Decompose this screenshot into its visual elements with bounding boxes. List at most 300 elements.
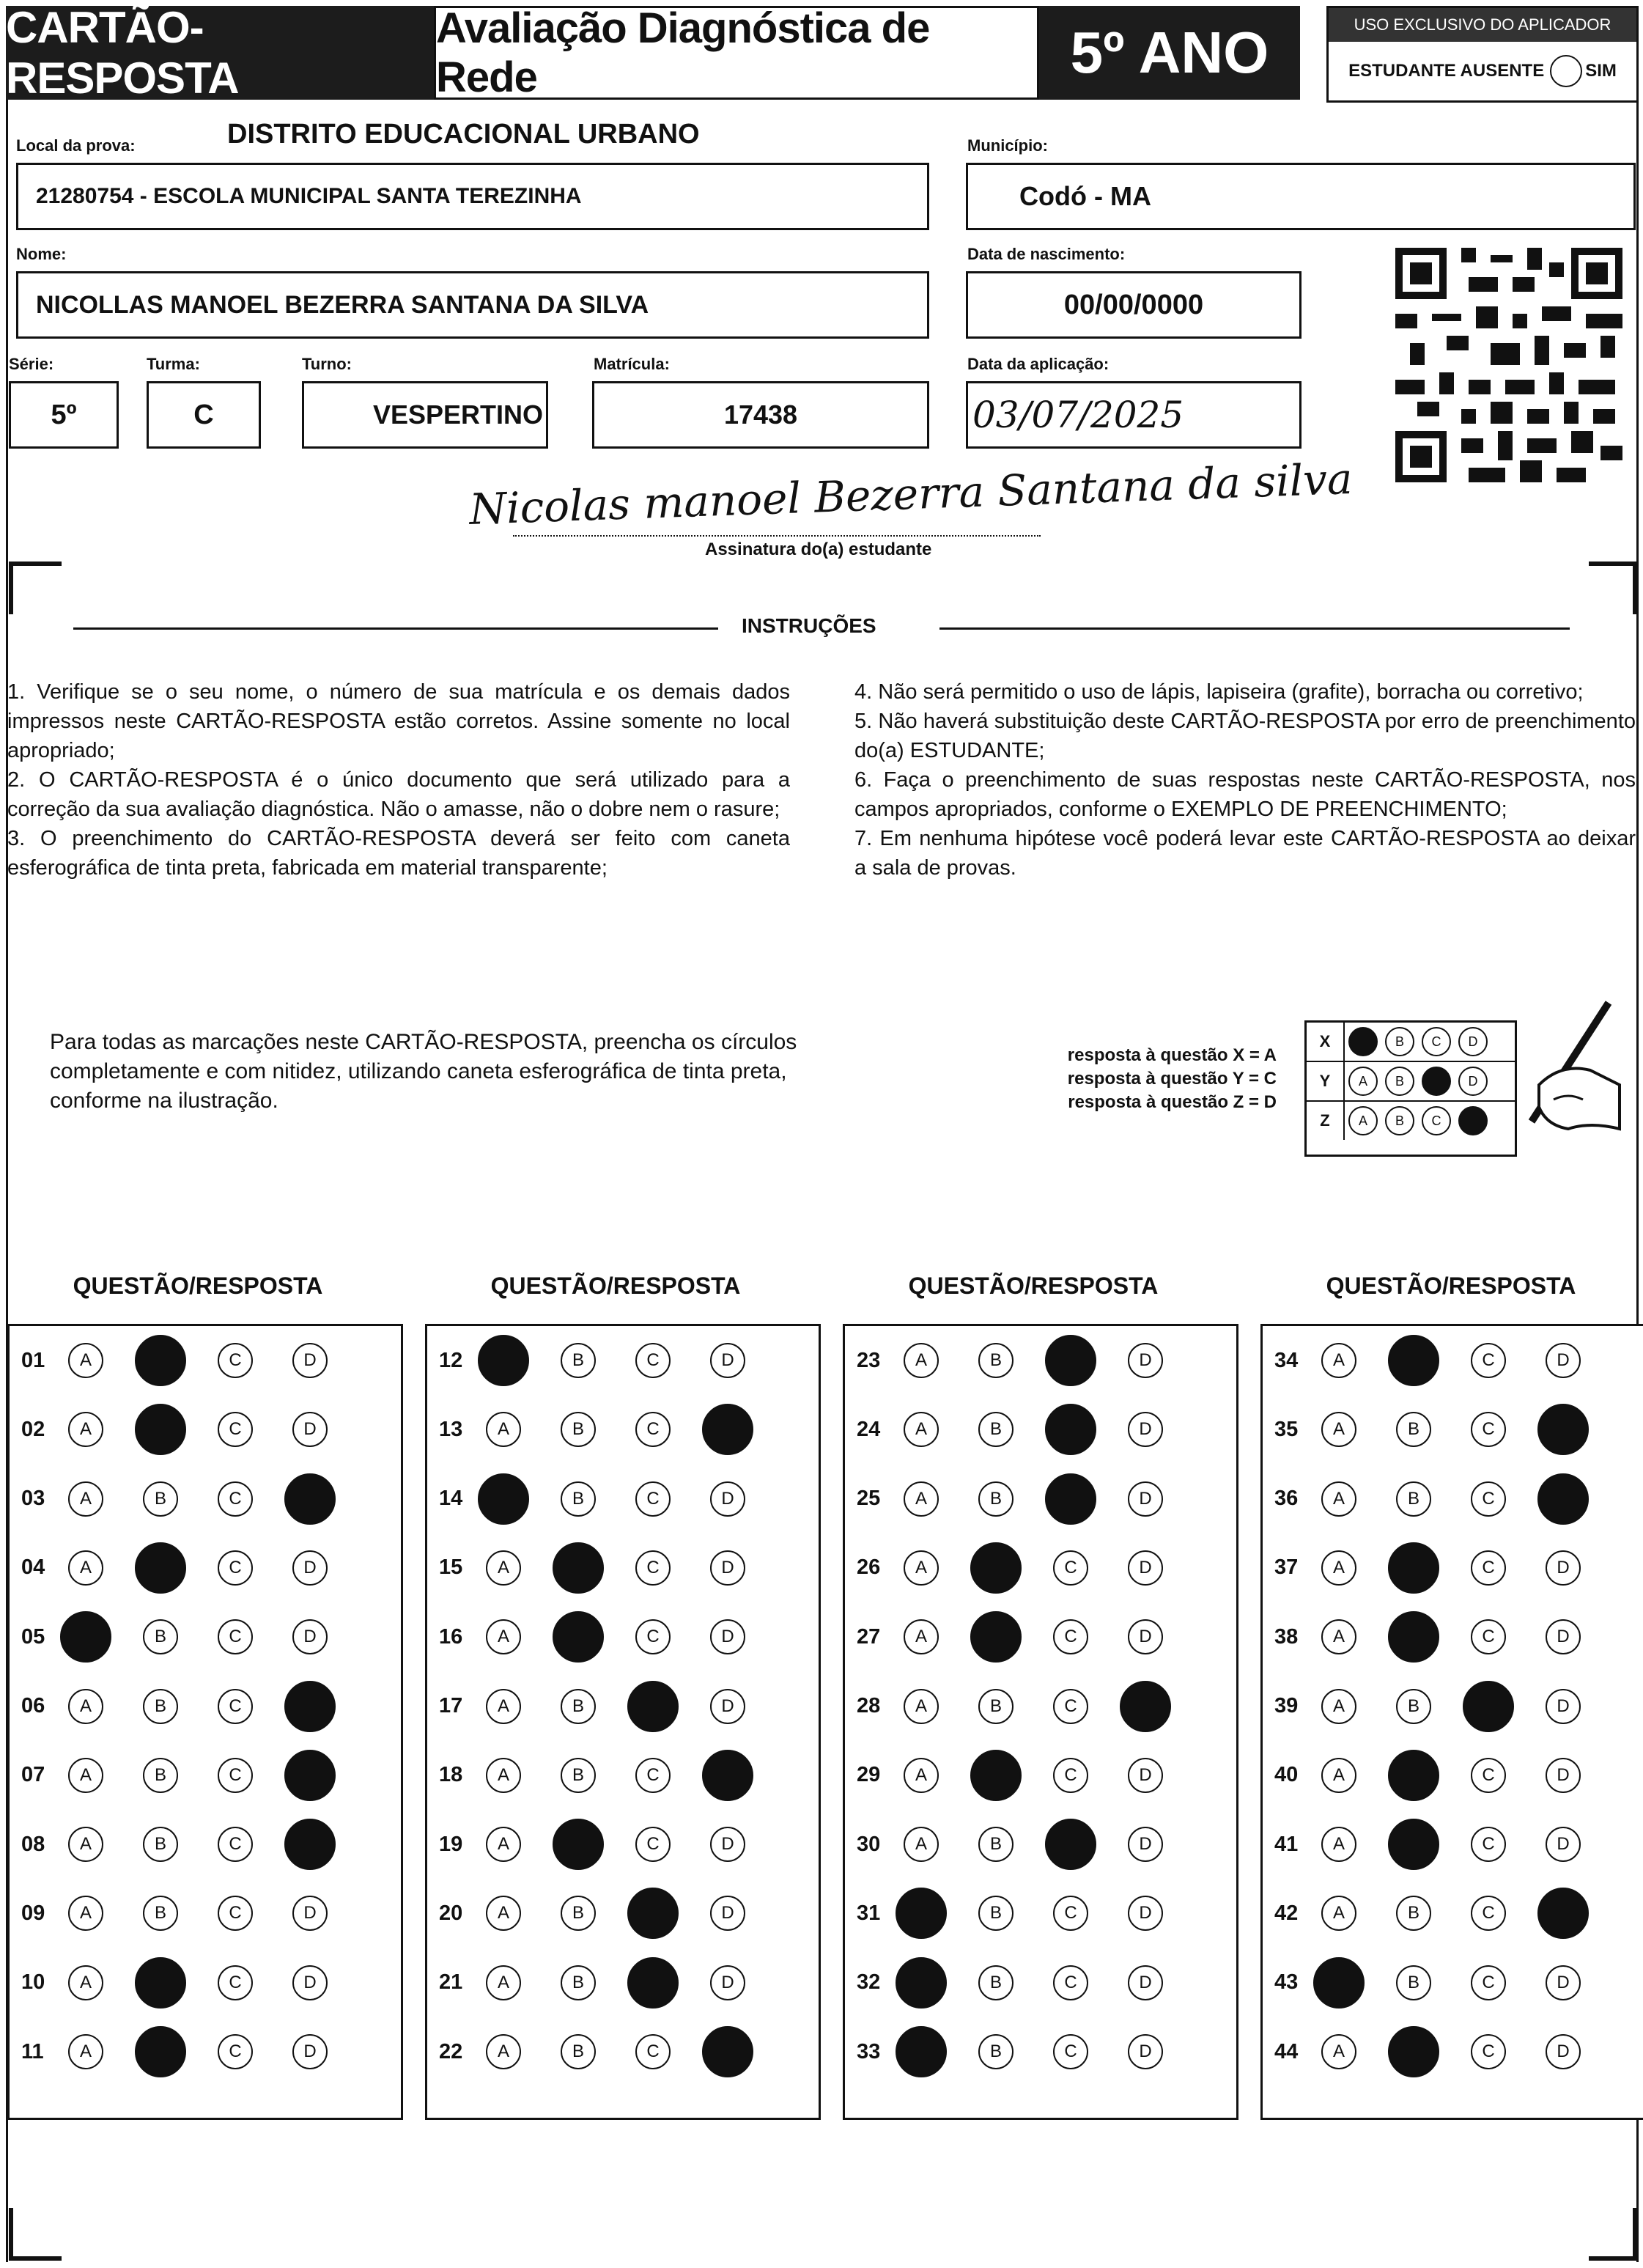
answer-bubble-filled[interactable] — [1463, 1681, 1514, 1732]
answer-bubble[interactable]: C — [218, 1896, 253, 1931]
example-row-label: X — [1307, 1023, 1345, 1061]
answer-bubble[interactable]: B — [978, 1689, 1014, 1724]
answer-bubble-filled[interactable] — [478, 1473, 529, 1525]
application-date-field: 03/07/2025 — [966, 381, 1302, 449]
question-row — [845, 1741, 1236, 1810]
question-number: 38 — [1274, 1624, 1299, 1649]
answer-bubble[interactable]: C — [635, 1827, 671, 1862]
answer-bubble[interactable]: C — [218, 1481, 253, 1517]
answer-bubble[interactable]: B — [1396, 1481, 1431, 1517]
example-line-y: resposta à questão Y = C — [1067, 1069, 1277, 1089]
question-number: 24 — [857, 1417, 881, 1441]
answer-bubble[interactable]: B — [561, 1758, 596, 1793]
answer-bubble[interactable]: A — [1321, 1827, 1356, 1862]
answer-bubble-filled[interactable] — [1388, 1335, 1439, 1386]
answer-bubble[interactable]: D — [1128, 1550, 1163, 1586]
answer-column-3 — [843, 1324, 1238, 2120]
turma-label: Turma: — [147, 355, 200, 373]
question-row — [845, 2017, 1236, 2086]
answer-bubble-filled[interactable] — [702, 1404, 753, 1455]
answer-bubble-filled[interactable] — [284, 1681, 336, 1732]
answer-bubble[interactable]: A — [68, 1896, 103, 1931]
answer-bubble[interactable]: A — [68, 1343, 103, 1378]
answer-bubble[interactable]: D — [710, 1550, 745, 1586]
answer-bubble[interactable]: A — [68, 1412, 103, 1447]
answer-bubble-filled[interactable] — [627, 1888, 679, 1939]
answer-bubble[interactable]: C — [1471, 1965, 1506, 2000]
answer-bubble[interactable]: C — [1053, 1758, 1088, 1793]
question-row — [10, 1672, 401, 1741]
answer-bubble-filled[interactable] — [135, 1542, 186, 1594]
instruction-4: 4. Não será permitido o uso de lápis, lapiseira (grafite), borracha ou corretivo; — [854, 680, 1584, 704]
example-row-x — [1307, 1023, 1515, 1062]
card-title: CARTÃO-RESPOSTA — [6, 6, 434, 100]
answer-bubble[interactable]: D — [1128, 2034, 1163, 2069]
answer-bubble[interactable]: B — [1396, 1965, 1431, 2000]
question-row — [845, 1672, 1236, 1741]
answer-bubble[interactable]: A — [486, 1758, 521, 1793]
answer-bubble[interactable]: B — [561, 1412, 596, 1447]
question-row — [845, 1948, 1236, 2017]
grade-label: 5º ANO — [1039, 6, 1300, 100]
answer-bubble[interactable]: C — [1471, 1619, 1506, 1654]
fill-instruction-note: Para todas as marcações neste CARTÃO-RESPOSTA, preencha os círculos completamente e com nitidez, utilizando caneta esferográfica de tinta preta, conforme na ilustração. — [50, 1030, 797, 1113]
answer-bubble[interactable]: B — [143, 1896, 178, 1931]
answer-bubble[interactable]: D — [292, 2034, 328, 2069]
question-number: 36 — [1274, 1487, 1299, 1511]
answer-bubble[interactable]: D — [710, 1965, 745, 2000]
answer-bubble[interactable]: D — [292, 1619, 328, 1654]
answer-bubble-filled[interactable] — [553, 1542, 604, 1594]
answer-bubble[interactable]: A — [904, 1343, 939, 1378]
answer-bubble[interactable]: D — [292, 1965, 328, 2000]
answer-bubble-filled[interactable] — [1388, 1611, 1439, 1663]
question-number: 27 — [857, 1624, 881, 1649]
answer-bubble[interactable]: D — [710, 1689, 745, 1724]
answer-bubble[interactable]: B — [561, 1481, 596, 1517]
question-row — [1263, 1395, 1643, 1464]
answer-bubble-filled[interactable] — [1045, 1473, 1096, 1525]
question-number: 31 — [857, 1901, 881, 1925]
answer-bubble[interactable]: C — [218, 2034, 253, 2069]
answer-bubble[interactable]: D — [1546, 2034, 1581, 2069]
answer-bubble-filled[interactable] — [1045, 1404, 1096, 1455]
question-row — [427, 1810, 819, 1879]
question-row — [10, 1602, 401, 1671]
answer-bubble[interactable]: C — [1471, 1827, 1506, 1862]
answer-bubble[interactable]: D — [292, 1896, 328, 1931]
answer-bubble[interactable]: A — [68, 1827, 103, 1862]
question-row — [10, 1465, 401, 1534]
answer-bubble[interactable]: D — [710, 1619, 745, 1654]
example-option: C — [1422, 1106, 1451, 1135]
question-row — [427, 1326, 819, 1395]
question-row — [427, 2017, 819, 2086]
question-row — [10, 1534, 401, 1602]
question-number: 10 — [21, 1970, 45, 1995]
school-field: 21280754 - ESCOLA MUNICIPAL SANTA TEREZINHA — [16, 163, 929, 230]
example-option: B — [1385, 1106, 1414, 1135]
answer-bubble[interactable]: B — [561, 1689, 596, 1724]
question-row — [427, 1534, 819, 1602]
answer-bubble[interactable]: B — [978, 2034, 1014, 2069]
answer-bubble-filled[interactable] — [896, 1957, 947, 2009]
answer-bubble-filled[interactable] — [627, 1681, 679, 1732]
turma-field: C — [147, 381, 261, 449]
corner-mark-top-right — [1589, 562, 1637, 614]
answer-bubble[interactable]: C — [1053, 2034, 1088, 2069]
question-number: 32 — [857, 1970, 881, 1995]
question-row — [845, 1395, 1236, 1464]
question-row — [427, 1465, 819, 1534]
answer-bubble[interactable]: A — [486, 1412, 521, 1447]
question-row — [845, 1879, 1236, 1948]
applicator-box — [1326, 6, 1639, 103]
absent-yes-label: SIM — [1585, 61, 1617, 81]
question-number: 23 — [857, 1348, 881, 1372]
answer-bubble[interactable]: A — [904, 1689, 939, 1724]
answer-bubble[interactable]: A — [1321, 2034, 1356, 2069]
corner-mark-bottom-left — [9, 2208, 62, 2261]
answer-bubble[interactable]: B — [561, 1343, 596, 1378]
answer-bubble[interactable]: C — [1053, 1619, 1088, 1654]
answer-bubble[interactable]: B — [978, 1481, 1014, 1517]
example-option: A — [1348, 1106, 1378, 1135]
question-number: 09 — [21, 1901, 45, 1925]
answer-bubble-filled[interactable] — [284, 1473, 336, 1525]
question-number: 39 — [1274, 1694, 1299, 1717]
answer-bubble[interactable]: C — [218, 1827, 253, 1862]
answer-bubble[interactable]: C — [635, 1412, 671, 1447]
question-number: 37 — [1274, 1555, 1299, 1580]
answer-bubble[interactable]: B — [1396, 1412, 1431, 1447]
question-number: 12 — [439, 1348, 463, 1372]
answer-bubble-filled[interactable] — [284, 1750, 336, 1801]
answer-bubble[interactable]: C — [1053, 1550, 1088, 1586]
answer-bubble[interactable]: A — [904, 1758, 939, 1793]
turno-field: VESPERTINO — [302, 381, 548, 449]
answer-bubble-filled[interactable] — [60, 1611, 111, 1663]
question-number: 20 — [439, 1901, 463, 1925]
answer-bubble[interactable]: D — [1128, 1827, 1163, 1862]
question-number: 44 — [1274, 2039, 1299, 2063]
question-row — [845, 1810, 1236, 1879]
name-field: NICOLLAS MANOEL BEZERRA SANTANA DA SILVA — [16, 271, 929, 339]
example-option-filled — [1458, 1106, 1488, 1135]
answer-bubble[interactable]: D — [1546, 1550, 1581, 1586]
answer-bubble[interactable]: A — [1321, 1619, 1356, 1654]
turno-label: Turno: — [302, 355, 352, 373]
answer-bubble[interactable]: A — [68, 1550, 103, 1586]
answer-bubble[interactable]: A — [1321, 1689, 1356, 1724]
question-row — [845, 1602, 1236, 1671]
answer-bubble[interactable]: A — [1321, 1758, 1356, 1793]
answer-bubble-filled[interactable] — [896, 2026, 947, 2077]
answer-bubble[interactable]: D — [710, 1343, 745, 1378]
answer-bubble[interactable]: A — [486, 2034, 521, 2069]
answer-bubble[interactable]: B — [143, 1689, 178, 1724]
answer-bubble-filled[interactable] — [284, 1819, 336, 1870]
answer-bubble[interactable]: C — [1471, 2034, 1506, 2069]
answer-bubble[interactable]: A — [68, 2034, 103, 2069]
instruction-6: 6. Faça o preenchimento de suas respostas neste CARTÃO-RESPOSTA, nos campos apropriados, conforme o EXEMPLO DE PREENCHIMENTO; — [854, 768, 1636, 821]
answer-column-2 — [425, 1324, 821, 2120]
answer-bubble[interactable]: B — [978, 1412, 1014, 1447]
answer-bubble-filled[interactable] — [896, 1888, 947, 1939]
question-number: 14 — [439, 1487, 463, 1511]
answer-bubble[interactable]: B — [978, 1896, 1014, 1931]
example-row-label: Z — [1307, 1102, 1345, 1140]
absent-label: ESTUDANTE AUSENTE — [1348, 61, 1545, 81]
answer-bubble[interactable]: B — [978, 1827, 1014, 1862]
question-row — [10, 1395, 401, 1464]
answer-bubble-filled[interactable] — [1120, 1681, 1171, 1732]
answer-bubble[interactable]: C — [635, 1343, 671, 1378]
instruction-5: 5. Não haverá substituição deste CARTÃO-RESPOSTA por erro de preenchimento do(a) ESTUDANTE; — [854, 710, 1636, 762]
question-row — [1263, 1741, 1643, 1810]
answer-bubble[interactable]: D — [1546, 1758, 1581, 1793]
question-number: 17 — [439, 1694, 463, 1717]
answer-bubble[interactable]: C — [218, 1343, 253, 1378]
question-number: 18 — [439, 1763, 463, 1787]
answer-bubble-filled[interactable] — [1313, 1957, 1365, 2009]
question-number: 40 — [1274, 1763, 1299, 1787]
answer-bubble[interactable]: C — [218, 1689, 253, 1724]
answer-bubble[interactable]: C — [218, 1965, 253, 2000]
answer-bubble-filled[interactable] — [135, 1404, 186, 1455]
question-number: 41 — [1274, 1832, 1299, 1856]
answer-bubble[interactable]: D — [1128, 1896, 1163, 1931]
answer-bubble[interactable]: C — [635, 1550, 671, 1586]
answer-bubble[interactable]: D — [1546, 1689, 1581, 1724]
answer-bubble[interactable]: A — [486, 1965, 521, 2000]
answer-bubble[interactable]: B — [978, 1343, 1014, 1378]
question-number: 30 — [857, 1832, 881, 1856]
answer-bubble[interactable]: A — [486, 1689, 521, 1724]
question-row — [1263, 1948, 1643, 2017]
absent-checkbox[interactable] — [1550, 55, 1582, 87]
answer-bubble-filled[interactable] — [627, 1957, 679, 2009]
answer-bubble[interactable]: A — [486, 1550, 521, 1586]
answer-bubble[interactable]: D — [1128, 1619, 1163, 1654]
question-number: 16 — [439, 1624, 463, 1649]
example-option: B — [1385, 1027, 1414, 1056]
answer-bubble[interactable]: D — [292, 1550, 328, 1586]
question-row — [1263, 1534, 1643, 1602]
answer-bubble-filled[interactable] — [702, 2026, 753, 2077]
answer-column-header: QUESTÃO/RESPOSTA — [73, 1273, 323, 1299]
example-option: D — [1458, 1067, 1488, 1096]
corner-mark-top-left — [9, 562, 62, 614]
answer-bubble-filled[interactable] — [1388, 1542, 1439, 1594]
answer-bubble-filled[interactable] — [970, 1750, 1022, 1801]
answer-bubble-filled[interactable] — [1388, 2026, 1439, 2077]
example-legend — [989, 1044, 1277, 1114]
answer-bubble[interactable]: C — [218, 1550, 253, 1586]
answer-bubble[interactable]: A — [1321, 1896, 1356, 1931]
question-number: 11 — [21, 2039, 44, 2063]
answer-bubble-filled[interactable] — [1537, 1404, 1589, 1455]
question-row — [10, 1741, 401, 1810]
instruction-7: 7. Em nenhuma hipótese você poderá levar este CARTÃO-RESPOSTA ao deixar a sala de provas. — [854, 827, 1636, 880]
question-number: 43 — [1274, 1970, 1299, 1995]
answer-bubble[interactable]: C — [218, 1758, 253, 1793]
question-row — [1263, 2017, 1643, 2086]
answer-bubble[interactable]: A — [68, 1965, 103, 2000]
answer-bubble-filled[interactable] — [553, 1611, 604, 1663]
example-line-z: resposta à questão Z = D — [1068, 1092, 1277, 1112]
answer-bubble[interactable]: C — [1471, 1481, 1506, 1517]
question-number: 21 — [439, 1970, 463, 1995]
question-number: 22 — [439, 2039, 463, 2063]
answer-bubble-filled[interactable] — [1388, 1750, 1439, 1801]
answer-column-header: QUESTÃO/RESPOSTA — [1326, 1273, 1576, 1299]
example-option-filled — [1348, 1027, 1378, 1056]
answer-bubble[interactable]: D — [710, 1896, 745, 1931]
answer-bubble[interactable]: C — [1053, 1965, 1088, 2000]
answer-bubble[interactable]: D — [1128, 1758, 1163, 1793]
question-row — [427, 1602, 819, 1671]
question-row — [845, 1465, 1236, 1534]
answer-bubble-filled[interactable] — [135, 2026, 186, 2077]
example-option: D — [1458, 1027, 1488, 1056]
example-row-label: Y — [1307, 1062, 1345, 1100]
answer-bubble[interactable]: C — [635, 1758, 671, 1793]
answer-bubble-filled[interactable] — [1537, 1473, 1589, 1525]
answer-bubble[interactable]: A — [68, 1481, 103, 1517]
answer-bubble-filled[interactable] — [478, 1335, 529, 1386]
answer-bubble[interactable]: D — [1128, 1412, 1163, 1447]
answer-bubble[interactable]: B — [561, 2034, 596, 2069]
matricula-field: 17438 — [592, 381, 929, 449]
absent-row — [1329, 42, 1636, 100]
answer-bubble[interactable]: D — [1546, 1965, 1581, 2000]
example-option: C — [1422, 1027, 1451, 1056]
answer-bubble[interactable]: B — [143, 1758, 178, 1793]
answer-bubble[interactable]: A — [904, 1481, 939, 1517]
question-number: 13 — [439, 1417, 463, 1441]
answer-bubble[interactable]: B — [143, 1481, 178, 1517]
answer-bubble-filled[interactable] — [970, 1542, 1022, 1594]
instruction-1: 1. Verifique se o seu nome, o número de sua matrícula e os demais dados impressos neste CARTÃO-RESPOSTA estão corretos. Assine somente no local apropriado; — [7, 680, 790, 762]
example-row-y — [1307, 1062, 1515, 1102]
answer-bubble-filled[interactable] — [702, 1750, 753, 1801]
answer-bubble[interactable]: D — [292, 1412, 328, 1447]
question-row — [1263, 1326, 1643, 1395]
answer-bubble[interactable]: D — [1546, 1827, 1581, 1862]
district-name: DISTRITO EDUCACIONAL URBANO — [227, 119, 700, 150]
matricula-label: Matrícula: — [594, 355, 670, 373]
answer-bubble[interactable]: A — [486, 1619, 521, 1654]
answer-bubble-filled[interactable] — [553, 1819, 604, 1870]
answer-bubble[interactable]: C — [1471, 1550, 1506, 1586]
exam-title: Avaliação Diagnóstica de Rede — [434, 6, 1039, 100]
answer-bubble[interactable]: C — [1471, 1758, 1506, 1793]
answer-bubble[interactable]: C — [635, 1619, 671, 1654]
answer-bubble[interactable]: B — [561, 1965, 596, 2000]
answer-bubble-filled[interactable] — [1045, 1335, 1096, 1386]
answer-bubble[interactable]: A — [486, 1896, 521, 1931]
answer-bubble[interactable]: A — [1321, 1481, 1356, 1517]
answer-bubble[interactable]: D — [1546, 1619, 1581, 1654]
question-row — [1263, 1672, 1643, 1741]
question-row — [10, 1948, 401, 2017]
answer-bubble[interactable]: A — [904, 1827, 939, 1862]
example-option: A — [1348, 1067, 1378, 1096]
answer-bubble[interactable]: A — [68, 1689, 103, 1724]
answer-bubble[interactable]: D — [710, 1827, 745, 1862]
answer-bubble[interactable]: C — [218, 1412, 253, 1447]
answer-bubble[interactable]: C — [1471, 1896, 1506, 1931]
answer-bubble[interactable]: B — [978, 1965, 1014, 2000]
answer-bubble[interactable]: C — [1053, 1689, 1088, 1724]
question-row — [1263, 1810, 1643, 1879]
answer-bubble[interactable]: D — [292, 1343, 328, 1378]
answer-bubble[interactable]: A — [1321, 1343, 1356, 1378]
answer-bubble[interactable]: B — [143, 1619, 178, 1654]
answer-bubble[interactable]: D — [1128, 1343, 1163, 1378]
answer-bubble-filled[interactable] — [970, 1611, 1022, 1663]
question-number: 28 — [857, 1694, 881, 1717]
answer-bubble[interactable]: A — [904, 1412, 939, 1447]
answer-bubble[interactable]: B — [1396, 1896, 1431, 1931]
answer-bubble[interactable]: B — [1396, 1689, 1431, 1724]
answer-bubble-filled[interactable] — [135, 1335, 186, 1386]
answer-bubble[interactable]: A — [1321, 1550, 1356, 1586]
question-number: 01 — [21, 1348, 45, 1372]
answer-bubble[interactable]: C — [635, 2034, 671, 2069]
answer-bubble[interactable]: A — [486, 1827, 521, 1862]
instructions-left-column — [7, 677, 790, 883]
answer-bubble[interactable]: D — [1128, 1481, 1163, 1517]
question-row — [10, 1810, 401, 1879]
hand-writing-icon — [1488, 997, 1627, 1144]
instructions-rule-right — [939, 627, 1570, 630]
question-row — [10, 1326, 401, 1395]
answer-bubble[interactable]: C — [1471, 1343, 1506, 1378]
answer-bubble[interactable]: C — [218, 1619, 253, 1654]
birth-label: Data de nascimento: — [967, 245, 1126, 263]
question-number: 03 — [21, 1487, 45, 1511]
answer-bubble[interactable]: D — [710, 1481, 745, 1517]
question-number: 29 — [857, 1763, 881, 1787]
question-number: 06 — [21, 1694, 45, 1717]
example-option-filled — [1422, 1067, 1451, 1096]
answer-bubble[interactable]: D — [1128, 1965, 1163, 2000]
answer-bubble[interactable]: A — [68, 1758, 103, 1793]
answer-bubble[interactable]: D — [1546, 1343, 1581, 1378]
answer-bubble[interactable]: B — [143, 1827, 178, 1862]
instruction-2: 2. O CARTÃO-RESPOSTA é o único documento que será utilizado para a correção da sua avaliação diagnóstica. Não o amasse, não o dobre nem o rasure; — [7, 768, 790, 821]
answer-bubble-filled[interactable] — [1537, 1888, 1589, 1939]
municipality-field: Codó - MA — [966, 163, 1636, 230]
answer-bubble[interactable]: B — [561, 1896, 596, 1931]
instructions-title: INSTRUÇÕES — [742, 614, 876, 637]
answer-bubble[interactable]: C — [1053, 1896, 1088, 1931]
answer-bubble-filled[interactable] — [1045, 1819, 1096, 1870]
instruction-3: 3. O preenchimento do CARTÃO-RESPOSTA deverá ser feito com caneta esferográfica de tinta preta, fabricada em material transparente; — [7, 827, 790, 880]
answer-bubble[interactable]: C — [1471, 1412, 1506, 1447]
answer-bubble[interactable]: A — [1321, 1412, 1356, 1447]
answer-bubble[interactable]: C — [635, 1481, 671, 1517]
question-row — [10, 2017, 401, 2086]
answer-bubble-filled[interactable] — [1388, 1819, 1439, 1870]
question-number: 33 — [857, 2039, 881, 2063]
question-row — [1263, 1465, 1643, 1534]
answer-bubble[interactable]: A — [904, 1619, 939, 1654]
answer-bubble[interactable]: A — [904, 1550, 939, 1586]
answer-bubble-filled[interactable] — [135, 1957, 186, 2009]
